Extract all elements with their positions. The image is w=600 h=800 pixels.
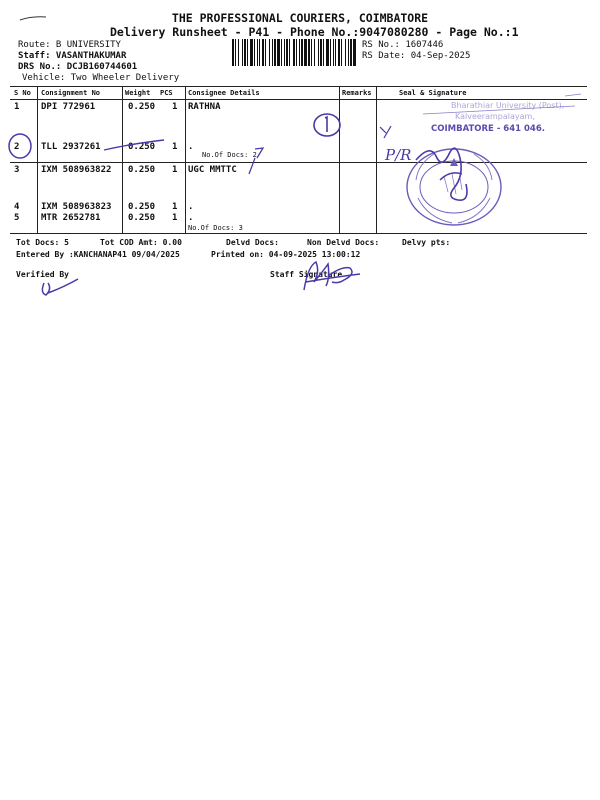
remarks-mark (378, 124, 394, 140)
row-consignee: UGC MMTTC (188, 165, 237, 175)
stamp-line-3: COIMBATORE - 641 046. (431, 124, 545, 134)
table-top-rule (10, 86, 587, 87)
row-pcs: 1 (172, 165, 178, 175)
company-name: THE PROFESSIONAL COURIERS, COIMBATORE (171, 11, 429, 25)
row-sno: 5 (14, 213, 20, 223)
row-pcs: 1 (172, 142, 178, 152)
col-divider (376, 86, 377, 233)
row-docs-note: No.Of Docs: 3 (188, 224, 243, 232)
col-header-seal: Seal & Signature (399, 89, 467, 97)
row-consignee: . (188, 213, 194, 223)
runsheet-title: Delivery Runsheet - P41 - Phone No.:9047080280 - Page No.:1 (110, 25, 519, 39)
staff-signature (298, 256, 366, 296)
row-sno: 2 (14, 142, 20, 152)
row-sno: 1 (14, 102, 20, 112)
route-label: Route: B UNIVERSITY (18, 40, 121, 50)
delivered-docs: Delvd Docs: (226, 238, 279, 247)
row-sno: 3 (14, 165, 20, 175)
col-header-sno: S No (14, 89, 31, 97)
col-header-consignment: Consignment No (41, 89, 101, 97)
staff-label: Staff: VASANTHAKUMAR (18, 51, 127, 61)
row-consignment: DPI 772961 (41, 102, 96, 112)
handwritten-pr: P/R (385, 146, 412, 164)
consignee-slash-mark (246, 156, 258, 176)
rs-date: RS Date: 04-Sep-2025 (362, 51, 471, 61)
stamp-line-1: Bharathiar University (Post), (451, 101, 565, 110)
row-consignee: RATHNA (188, 102, 221, 112)
printed-on: Printed on: 04-09-2025 13:00:12 (211, 250, 361, 259)
row-weight: 0.250 (128, 165, 156, 175)
row-docs-note: No.Of Docs: 2 (202, 151, 257, 159)
total-cod-amount: Tot COD Amt: 0.00 (100, 238, 182, 247)
col-divider (339, 86, 340, 233)
row-consignment: IXM 508963823 (41, 202, 112, 212)
col-header-consignee: Consignee Details (188, 89, 260, 97)
row-weight: 0.250 (128, 213, 156, 223)
col-divider (122, 86, 123, 233)
row-consignment: TLL 2937261 (41, 142, 101, 152)
row-pcs: 1 (172, 213, 178, 223)
non-delivered-docs: Non Delvd Docs: (307, 238, 380, 247)
delivery-points: Delvy pts: (402, 238, 451, 247)
row-pcs: 1 (172, 202, 178, 212)
row-weight: 0.250 (128, 202, 156, 212)
row-consignee: . (188, 202, 194, 212)
row-sno: 4 (14, 202, 20, 212)
receiver-signature (410, 140, 490, 210)
col-header-remarks: Remarks (342, 89, 372, 97)
verified-by-label: Verified By (16, 270, 69, 279)
col-header-pcs: PCS (160, 89, 173, 97)
row-weight: 0.250 (128, 102, 156, 112)
col-header-weight: Weight (125, 89, 151, 97)
circled-one-mark (310, 110, 344, 140)
row-pcs: 1 (172, 102, 178, 112)
row-weight: 0.250 (128, 142, 156, 152)
stamp-line-2: Kalveerampalayam, (455, 112, 535, 121)
vehicle-label: Vehicle: Two Wheeler Delivery (22, 73, 180, 83)
address-stamp (415, 92, 585, 140)
rs-number: RS No.: 1607446 (362, 40, 444, 50)
drs-number: DRS No.: DCJB160744601 (18, 62, 138, 72)
row-consignment: MTR 2652781 (41, 213, 101, 223)
entered-by: Entered By :KANCHANAP41 09/04/2025 (16, 250, 180, 259)
verifier-signature (36, 275, 82, 301)
circled-two-mark (5, 132, 35, 160)
row-consignee: . (188, 142, 194, 152)
staff-signature-label: Staff Signature (270, 270, 343, 279)
table-bottom-rule (10, 233, 587, 234)
row-consignment: IXM 508963822 (41, 165, 112, 175)
weight-tick-mark (100, 134, 170, 156)
col-divider (37, 86, 38, 233)
col-divider (185, 86, 186, 233)
total-docs: Tot Docs: 5 (16, 238, 69, 247)
barcode (232, 39, 357, 66)
